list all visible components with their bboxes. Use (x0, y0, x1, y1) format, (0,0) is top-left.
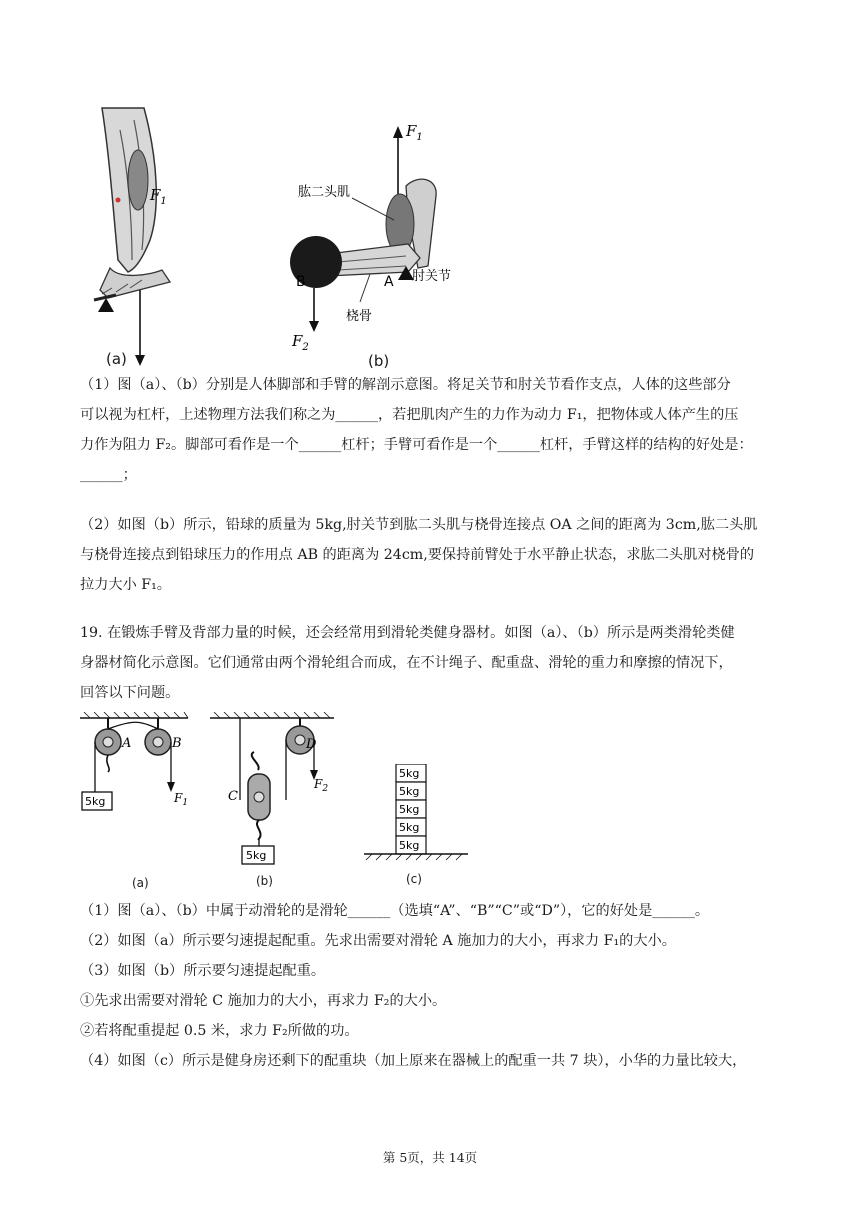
q18-part2-line: （2）如图（b）所示，铅球的质量为 5kg,肘关节到肱二头肌与桡骨连接点 OA 之间的距离为 3cm,肱二头肌 (80, 517, 758, 533)
weight-label: 5kg (399, 803, 420, 816)
q19-line: ②若将配重提起 0.5 米，求力 F₂所做的功。 (80, 1023, 359, 1039)
weight-label: 5kg (399, 839, 420, 852)
figure-caption-a: (a) (106, 350, 127, 368)
figure-pulley-a (80, 712, 200, 892)
figure-caption-b: (b) (256, 874, 273, 888)
q18-part1-line: ______； (80, 467, 137, 483)
q19-line: （2）如图（a）所示要匀速提起配重。先求出需要对滑轮 A 施加力的大小，再求力 F₁的大小。 (80, 933, 676, 949)
weight-label: 5kg (399, 821, 420, 834)
figure-foot-lever (80, 100, 190, 370)
force-f2-label: F (292, 332, 303, 350)
point-b-label: B (296, 274, 306, 290)
weight-label: 5kg (85, 795, 106, 808)
weight-label: 5kg (246, 849, 267, 862)
q19-intro-line: 身器材简化示意图。它们通常由两个滑轮组合而成，在不计绳子、配重盘、滑轮的重力和摩擦的情况下， (80, 655, 733, 671)
q19-intro-line: 19. 在锻炼手臂及背部力量的时候，还会经常用到滑轮类健身器材。如图（a）、（b）所示是两类滑轮类健 (80, 625, 735, 641)
biceps-label: 肱二头肌 (298, 185, 351, 200)
weight-label: 5kg (399, 767, 420, 780)
leg-bone-drawing (94, 108, 170, 300)
q19-line: （1）图（a）、（b）中属于动滑轮的是滑轮______（选填“A”、“B”“C”或“D”），它的好处是______。 (80, 903, 710, 919)
force-f1-label: F (174, 791, 183, 805)
pulley-a-icon (95, 718, 121, 755)
q18-part2 (80, 510, 782, 600)
force-label: $F_1$ (150, 186, 167, 207)
figure-caption-b: (b) (368, 352, 390, 370)
q18-part2-line: 拉力大小 F₁。 (80, 577, 171, 593)
force-f2-label: F (314, 777, 323, 791)
figure-arm-lever (288, 116, 458, 370)
svg-text:F1: $F_1$ (174, 791, 189, 808)
q19-line: （3）如图（b）所示要匀速提起配重。 (80, 963, 326, 979)
pulley-c-icon (248, 752, 270, 840)
weight-stack (396, 764, 426, 854)
elbow-label: 肘关节 (412, 269, 452, 284)
q19-intro (80, 618, 782, 708)
q19-line: ①先求出需要对滑轮 C 施加力的大小，再求力 F₂的大小。 (80, 993, 447, 1009)
fulcrum-triangle (98, 298, 114, 312)
figure-pulley-b (210, 712, 340, 892)
q18-part1-line: （1）图（a）、（b）分别是人体脚部和手臂的解剖示意图。将足关节和肘关节看作支点，人体的这些部分 (80, 377, 731, 393)
figure-caption-a: (a) (132, 876, 149, 890)
radius-label: 桡骨 (346, 309, 373, 324)
svg-text:F2: $F_2$ (292, 332, 309, 353)
svg-text:F2: $F_2$ (314, 777, 329, 794)
figure-weight-stack (364, 764, 474, 886)
pulley-d-label: D (306, 737, 317, 752)
figure-caption-c: (c) (406, 872, 422, 886)
force-f1-label: F (406, 122, 417, 140)
pulley-b-icon (145, 718, 171, 755)
svg-text:F1: $F_1$ (406, 122, 423, 143)
q19-questions (80, 896, 782, 1076)
q19-line: （4）如图（c）所示是健身房还剩下的配重块（加上原来在器械上的配重一共 7 块），小华的力量比较大， (80, 1053, 747, 1069)
pulley-b-label: B (172, 736, 182, 751)
page-footer: 第 5页，共 14页 (382, 1150, 478, 1165)
q18-part2-line: 与桡骨连接点到铅球压力的作用点 AB 的距离为 24cm,要保持前臂处于水平静止状态，求肱二头肌对桡骨的 (80, 547, 755, 563)
pulley-a-label: A (122, 736, 132, 751)
weight-label: 5kg (399, 785, 420, 798)
point-a-label: A (384, 274, 394, 290)
pulley-c-label: C (228, 789, 238, 804)
q18-part1-line: 力作为阻力 F₂。脚部可看作是一个______杠杆；手臂可看作是一个______杠杆，手臂这样的结构的好处是： (80, 437, 753, 453)
q19-intro-line: 回答以下问题。 (80, 685, 180, 701)
q18-part1 (80, 370, 782, 490)
q18-part1-line: 可以视为杠杆，上述物理方法我们称之为______，若把肌肉产生的力作为动力 F₁，把物体或人体产生的压 (80, 407, 739, 423)
